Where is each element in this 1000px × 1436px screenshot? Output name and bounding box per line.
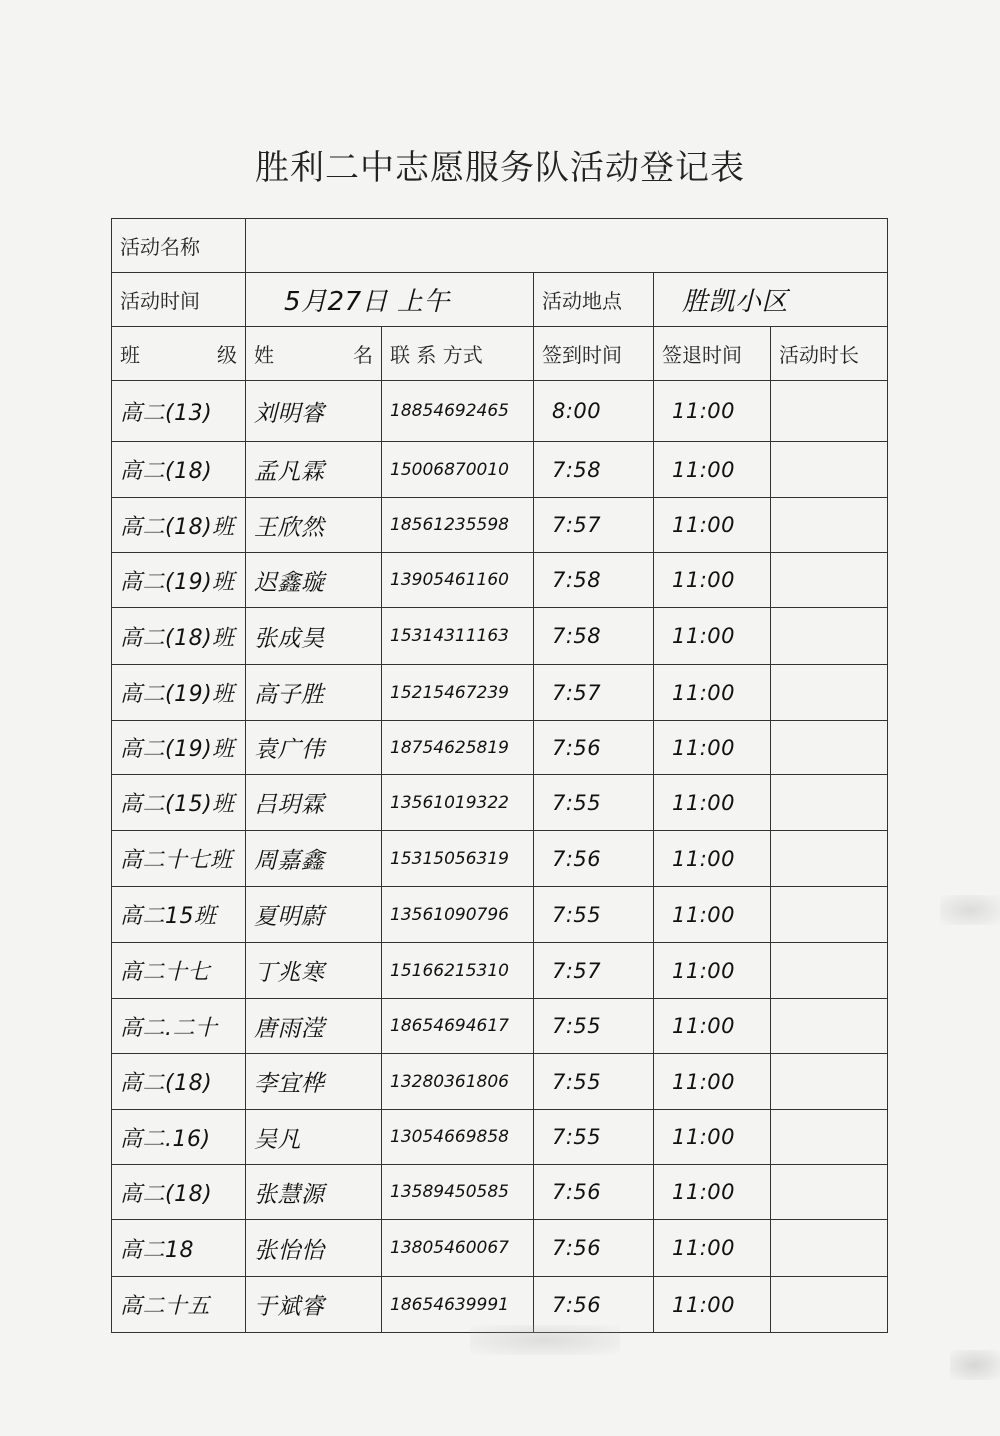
phone-cell: 13561090796 xyxy=(382,887,534,943)
sign-out-cell: 11:00 xyxy=(654,498,771,553)
header-name-char-1: 姓 xyxy=(254,343,274,367)
volunteer-row xyxy=(112,553,888,608)
sign-in-cell: 7:57 xyxy=(534,943,654,999)
activity-time-row xyxy=(112,273,888,327)
volunteer-row xyxy=(112,831,888,887)
activity-time-label: 活动时间 xyxy=(112,273,246,327)
class-cell: 高二(18)班 xyxy=(112,498,246,553)
phone-cell: 13054669858 xyxy=(382,1110,534,1165)
activity-name-row xyxy=(112,219,888,273)
page-title: 胜利二中志愿服务队活动登记表 xyxy=(255,148,745,188)
sign-out-cell: 11:00 xyxy=(654,665,771,721)
sign-out-cell: 11:00 xyxy=(654,831,771,887)
class-cell: 高二(19)班 xyxy=(112,553,246,608)
sign-in-cell: 7:57 xyxy=(534,498,654,553)
sign-out-cell: 11:00 xyxy=(654,381,771,442)
class-cell: 高二(19)班 xyxy=(112,665,246,721)
sign-in-cell: 8:00 xyxy=(534,381,654,442)
duration-cell xyxy=(771,553,888,608)
sign-out-cell: 11:00 xyxy=(654,608,771,665)
paper-smudge xyxy=(950,1350,1000,1380)
class-cell: 高二十五 xyxy=(112,1277,246,1333)
phone-cell: 13805460067 xyxy=(382,1220,534,1277)
name-cell: 周嘉鑫 xyxy=(246,831,382,887)
paper-smudge xyxy=(470,1325,620,1355)
class-cell: 高二(18) xyxy=(112,1054,246,1110)
sign-out-cell: 11:00 xyxy=(654,721,771,775)
header-class xyxy=(112,327,246,381)
name-cell: 高子胜 xyxy=(246,665,382,721)
duration-cell xyxy=(771,721,888,775)
volunteer-row xyxy=(112,381,888,442)
header-sign-in: 签到时间 xyxy=(534,327,654,381)
phone-cell: 13589450585 xyxy=(382,1165,534,1220)
class-cell: 高二.16) xyxy=(112,1110,246,1165)
phone-cell: 15314311163 xyxy=(382,608,534,665)
phone-cell: 18654639991 xyxy=(382,1277,534,1333)
activity-location-label: 活动地点 xyxy=(534,273,654,327)
class-cell: 高二(18) xyxy=(112,442,246,498)
name-cell: 于斌睿 xyxy=(246,1277,382,1333)
name-cell: 张怡怡 xyxy=(246,1220,382,1277)
header-sign-out: 签退时间 xyxy=(654,327,771,381)
phone-cell: 15215467239 xyxy=(382,665,534,721)
volunteer-row xyxy=(112,1165,888,1220)
phone-cell: 13905461160 xyxy=(382,553,534,608)
sign-in-cell: 7:55 xyxy=(534,1054,654,1110)
sign-out-cell: 11:00 xyxy=(654,1054,771,1110)
phone-cell: 15315056319 xyxy=(382,831,534,887)
duration-cell xyxy=(771,442,888,498)
duration-cell xyxy=(771,1054,888,1110)
sign-in-cell: 7:57 xyxy=(534,665,654,721)
sign-in-cell: 7:55 xyxy=(534,999,654,1054)
volunteer-row xyxy=(112,887,888,943)
volunteer-row xyxy=(112,498,888,553)
name-cell: 丁兆寒 xyxy=(246,943,382,999)
sign-out-cell: 11:00 xyxy=(654,943,771,999)
header-name-char-2: 名 xyxy=(353,343,373,367)
activity-name-value xyxy=(246,219,888,273)
duration-cell xyxy=(771,1110,888,1165)
activity-location-value: 胜凯小区 xyxy=(654,273,888,327)
phone-cell: 18754625819 xyxy=(382,721,534,775)
phone-cell: 18854692465 xyxy=(382,381,534,442)
duration-cell xyxy=(771,1277,888,1333)
phone-cell: 13561019322 xyxy=(382,775,534,831)
volunteer-row xyxy=(112,1220,888,1277)
class-cell: 高二十七班 xyxy=(112,831,246,887)
name-cell: 夏明蔚 xyxy=(246,887,382,943)
name-cell: 吕玥霖 xyxy=(246,775,382,831)
class-cell: 高二十七 xyxy=(112,943,246,999)
class-cell: 高二15班 xyxy=(112,887,246,943)
class-cell: 高二(18)班 xyxy=(112,608,246,665)
sign-in-cell: 7:56 xyxy=(534,1165,654,1220)
class-cell: 高二(18) xyxy=(112,1165,246,1220)
sign-in-cell: 7:55 xyxy=(534,775,654,831)
column-header-row xyxy=(112,327,888,381)
name-cell: 王欣然 xyxy=(246,498,382,553)
name-cell: 吴凡 xyxy=(246,1110,382,1165)
volunteer-row xyxy=(112,721,888,775)
sign-out-cell: 11:00 xyxy=(654,999,771,1054)
duration-cell xyxy=(771,999,888,1054)
duration-cell xyxy=(771,943,888,999)
duration-cell xyxy=(771,665,888,721)
activity-time-value: 5月27日 上午 xyxy=(246,273,534,327)
duration-cell xyxy=(771,831,888,887)
phone-cell: 15006870010 xyxy=(382,442,534,498)
duration-cell xyxy=(771,1220,888,1277)
phone-cell: 15166215310 xyxy=(382,943,534,999)
name-cell: 刘明睿 xyxy=(246,381,382,442)
header-duration: 活动时长 xyxy=(771,327,888,381)
name-cell: 张慧源 xyxy=(246,1165,382,1220)
volunteer-row xyxy=(112,775,888,831)
registration-table xyxy=(111,218,888,1333)
sign-out-cell: 11:00 xyxy=(654,1277,771,1333)
header-name xyxy=(246,327,382,381)
duration-cell xyxy=(771,775,888,831)
activity-name-label: 活动名称 xyxy=(112,219,246,273)
sign-out-cell: 11:00 xyxy=(654,775,771,831)
volunteer-row xyxy=(112,1110,888,1165)
name-cell: 李宜桦 xyxy=(246,1054,382,1110)
class-cell: 高二(15)班 xyxy=(112,775,246,831)
class-cell: 高二(13) xyxy=(112,381,246,442)
sign-out-cell: 11:00 xyxy=(654,887,771,943)
class-cell: 高二(19)班 xyxy=(112,721,246,775)
sign-in-cell: 7:58 xyxy=(534,608,654,665)
name-cell: 迟鑫璇 xyxy=(246,553,382,608)
class-cell: 高二.二十 xyxy=(112,999,246,1054)
volunteer-row xyxy=(112,999,888,1054)
phone-cell: 18654694617 xyxy=(382,999,534,1054)
class-cell: 高二18 xyxy=(112,1220,246,1277)
sign-out-cell: 11:00 xyxy=(654,1220,771,1277)
duration-cell xyxy=(771,498,888,553)
name-cell: 张成昊 xyxy=(246,608,382,665)
name-cell: 孟凡霖 xyxy=(246,442,382,498)
volunteer-row xyxy=(112,608,888,665)
phone-cell: 13280361806 xyxy=(382,1054,534,1110)
duration-cell xyxy=(771,381,888,442)
volunteer-row xyxy=(112,665,888,721)
sign-in-cell: 7:58 xyxy=(534,553,654,608)
sign-out-cell: 11:00 xyxy=(654,1110,771,1165)
name-cell: 唐雨滢 xyxy=(246,999,382,1054)
sign-out-cell: 11:00 xyxy=(654,1165,771,1220)
header-class-char-1: 班 xyxy=(120,343,140,367)
sign-in-cell: 7:56 xyxy=(534,831,654,887)
phone-cell: 18561235598 xyxy=(382,498,534,553)
sign-in-cell: 7:56 xyxy=(534,1220,654,1277)
duration-cell xyxy=(771,1165,888,1220)
header-contact: 联 系 方式 xyxy=(382,327,534,381)
sign-out-cell: 11:00 xyxy=(654,553,771,608)
volunteer-row xyxy=(112,442,888,498)
sign-in-cell: 7:55 xyxy=(534,887,654,943)
sign-in-cell: 7:55 xyxy=(534,1110,654,1165)
duration-cell xyxy=(771,608,888,665)
sign-in-cell: 7:56 xyxy=(534,721,654,775)
sign-in-cell: 7:56 xyxy=(534,1277,654,1333)
sign-out-cell: 11:00 xyxy=(654,442,771,498)
volunteer-row xyxy=(112,943,888,999)
header-class-char-2: 级 xyxy=(217,343,237,367)
sign-in-cell: 7:58 xyxy=(534,442,654,498)
name-cell: 袁广伟 xyxy=(246,721,382,775)
paper-smudge xyxy=(940,895,1000,925)
duration-cell xyxy=(771,887,888,943)
volunteer-row xyxy=(112,1054,888,1110)
